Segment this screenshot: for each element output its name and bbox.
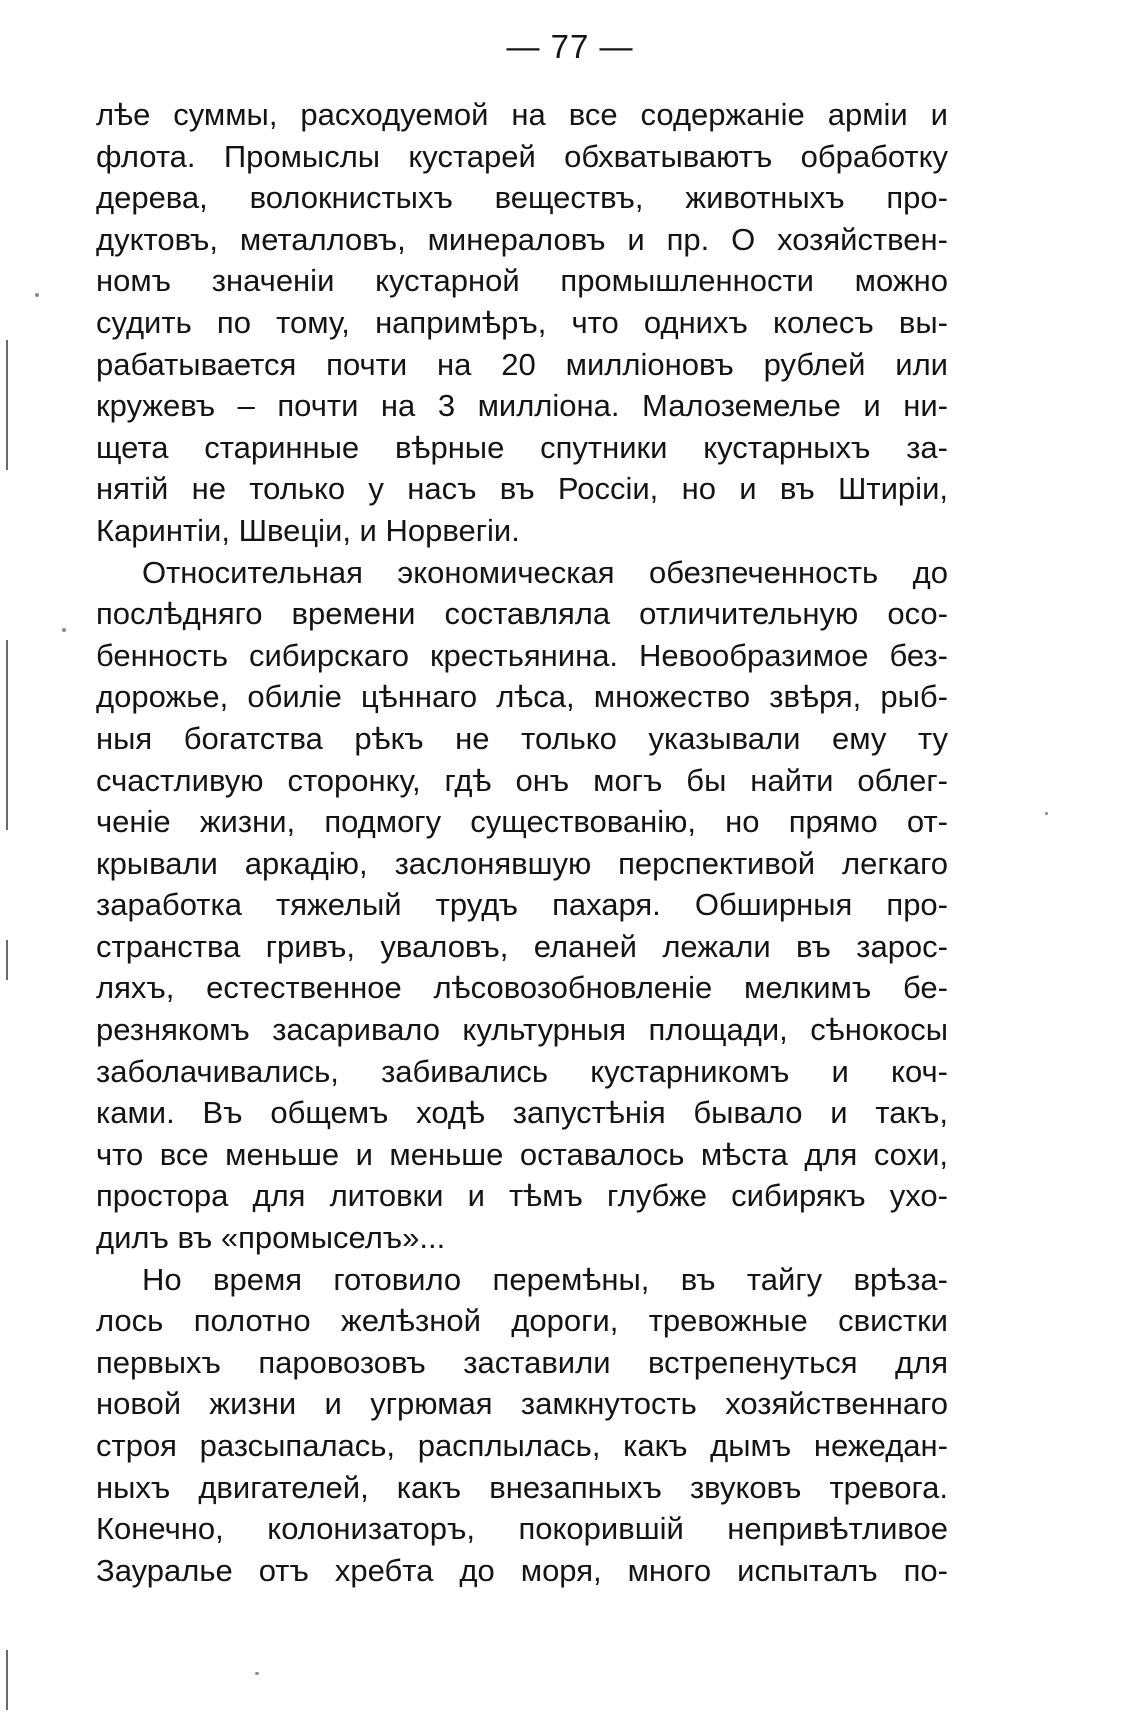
text-line: дерева, волокнистыхъ веществъ, животныхъ про- (96, 180, 948, 216)
scan-speck (35, 293, 39, 297)
text-line: послѣдняго времени составляла отличительную осо- (96, 596, 948, 632)
page-number: — 77 — (506, 28, 634, 65)
scan-margin-rule (6, 1650, 8, 1710)
text-line: флота. Промыслы кустарей обхватываютъ обработку (96, 138, 948, 174)
text-line: дорожье, обиліе цѣннаго лѣса, множество звѣря, рыб- (96, 679, 948, 715)
scan-margin-rule (6, 940, 8, 980)
scan-margin-rule (6, 340, 8, 470)
paragraph (96, 552, 948, 1259)
text-line: простора для литовки и тѣмъ глубже сибирякъ ухо- (96, 1178, 948, 1214)
text-line: Конечно, колонизаторъ, покорившій непривѣтливое (96, 1511, 948, 1547)
text-line: дуктовъ, металловъ, минераловъ и пр. О хозяйствен- (96, 221, 948, 257)
text-line: щета старинные вѣрные спутники кустарныхъ за- (96, 429, 948, 465)
scan-speck (255, 1672, 259, 1675)
text-line: рабатывается почти на 20 милліоновъ рублей или (96, 346, 948, 382)
text-line: ляхъ, естественное лѣсовозобновленіе мелкимъ бе- (96, 970, 948, 1006)
text-line: Зауралье отъ хребта до моря, много испыталъ по- (96, 1552, 948, 1588)
scan-speck (1045, 812, 1048, 815)
text-line: что все меньше и меньше оставалось мѣста для сохи, (96, 1136, 948, 1172)
text-line: номъ значеніи кустарной промышленности можно (96, 263, 948, 299)
text-line: ныя богатства рѣкъ не только указывали ему ту (96, 720, 948, 756)
text-line: дилъ въ «промыселъ»... (96, 1220, 446, 1256)
text-line: лѣе суммы, расходуемой на все содержаніе арміи и (96, 97, 948, 132)
scan-speck (62, 628, 66, 632)
text-line: первыхъ паровозовъ заставили встрепенуться для (96, 1344, 948, 1380)
text-line: лось полотно желѣзной дороги, тревожные свистки (96, 1303, 948, 1339)
text-line: новой жизни и угрюмая замкнутость хозяйственнаго (96, 1386, 948, 1422)
text-line: ныхъ двигателей, какъ внезапныхъ звуковъ тревога. (96, 1469, 948, 1505)
text-line: бенность сибирскаго крестьянина. Невообразимое без- (96, 637, 948, 673)
text-line: заработка тяжелый трудъ пахаря. Обширныя про- (96, 887, 948, 923)
text-line: Относительная экономическая обезпеченность до (142, 554, 948, 590)
paragraph (96, 1259, 948, 1592)
text-line: ченіе жизни, подмогу существованію, но прямо от- (96, 804, 948, 840)
paragraph (96, 94, 948, 552)
text-line: крывали аркадію, заслонявшую перспективой легкаго (96, 845, 948, 881)
text-line: заболачивались, забивались кустарникомъ и коч- (96, 1053, 948, 1089)
text-line: Каринтіи, Швеціи, и Норвегіи. (96, 512, 520, 548)
text-line: резнякомъ засаривало культурныя площади, сѣнокосы (96, 1012, 948, 1048)
text-line: Но время готовило перемѣны, въ тайгу врѣза- (142, 1261, 948, 1297)
body-text (96, 94, 948, 1591)
text-line: ками. Въ общемъ ходѣ запустѣнія бывало и такъ, (96, 1095, 948, 1131)
text-line: счастливую сторонку, гдѣ онъ могъ бы найти облег- (96, 762, 948, 798)
text-line: строя разсыпалась, расплылась, какъ дымъ нежедан- (96, 1428, 948, 1463)
text-line: нятій не только у насъ въ Россіи, но и въ Штиріи, (96, 471, 948, 507)
scan-margin-rule (6, 640, 8, 830)
text-line: странства гривъ, уваловъ, еланей лежали въ зарос- (96, 928, 948, 964)
text-line: судить по тому, напримѣръ, что однихъ колесъ вы- (96, 304, 948, 340)
text-line: кружевъ – почти на 3 милліона. Малоземелье и ни- (96, 388, 948, 424)
